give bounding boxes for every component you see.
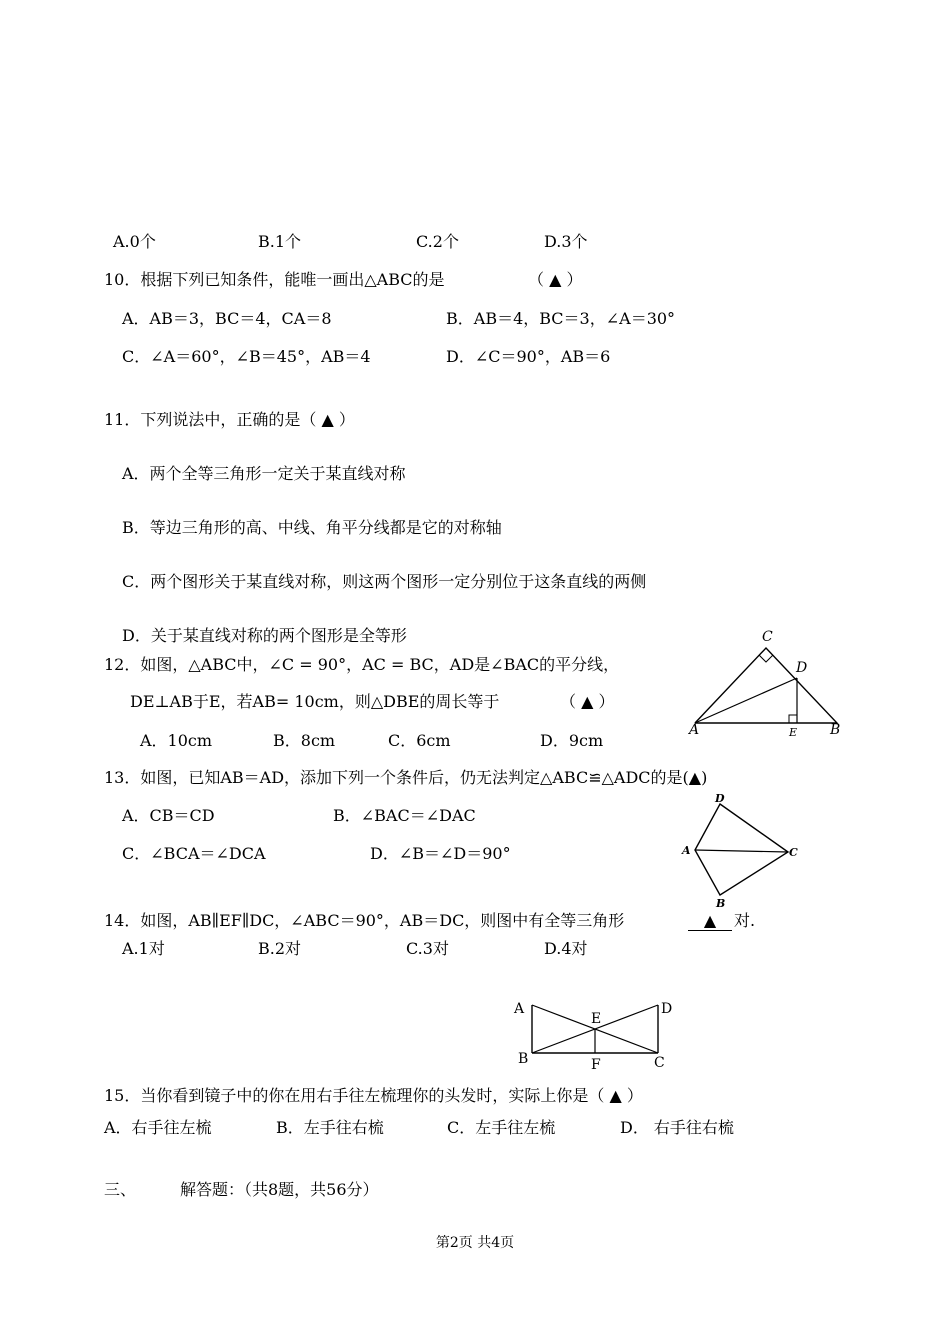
- q15-option-a: A．右手往左梳: [104, 1118, 212, 1137]
- q11-option-a: A．两个全等三角形一定关于某直线对称: [122, 464, 406, 483]
- q13-label-b: B: [716, 897, 726, 910]
- q15-stem: 15．当你看到镜子中的你在用右手往左梳理你的头发时，实际上你是（ ▲ ）: [104, 1086, 643, 1105]
- q14-label-d: D: [661, 1001, 673, 1017]
- q12-label-a: A: [689, 722, 700, 738]
- q12-blank: （ ▲ ）: [560, 692, 615, 711]
- q13-option-b: B．∠BAC＝∠DAC: [333, 806, 476, 825]
- q13-option-c: C．∠BCA＝∠DCA: [122, 844, 266, 863]
- q13-option-a: A．CB＝CD: [122, 806, 215, 825]
- q10-stem: 10．根据下列已知条件，能唯一画出△ABC的是: [104, 270, 445, 289]
- q14-stem-before: 14．如图，AB∥EF∥DC，∠ABC＝90°，AB＝DC，则图中有全等三角形: [104, 911, 625, 930]
- q13-label-a: A: [682, 844, 691, 857]
- q14-label-a: A: [514, 1001, 525, 1017]
- q12-option-c: C．6cm: [388, 731, 451, 750]
- q15-option-c: C．左手往左梳: [447, 1118, 556, 1137]
- q14-option-c: C.3对: [406, 939, 449, 958]
- q14-label-e: E: [591, 1011, 602, 1027]
- section-3-title: 解答题：（共8题，共56分）: [180, 1180, 379, 1199]
- q11-option-b: B．等边三角形的高、中线、角平分线都是它的对称轴: [122, 518, 502, 537]
- q12-label-e: E: [789, 726, 798, 739]
- q13-quadrilateral-figure: [678, 790, 808, 910]
- q11-option-c: C．两个图形关于某直线对称，则这两个图形一定分别位于这条直线的两侧: [122, 572, 647, 591]
- q14-label-f: F: [591, 1057, 601, 1073]
- q14-label-c: C: [654, 1055, 665, 1071]
- q13-option-d: D．∠B＝∠D＝90°: [370, 844, 511, 863]
- q10-blank: （ ▲ ）: [528, 270, 583, 289]
- q14-stem-after: 对.: [734, 911, 756, 930]
- q12-label-d: D: [796, 660, 808, 676]
- q12-label-c: C: [762, 629, 773, 645]
- q9-option-a: A.0个: [113, 232, 156, 251]
- section-3-number: 三、: [104, 1180, 137, 1199]
- q12-label-b: B: [830, 722, 841, 738]
- q10-option-d: D．∠C＝90°，AB＝6: [446, 347, 611, 366]
- q9-option-c: C.2个: [416, 232, 459, 251]
- q14-blank: ▲: [688, 911, 732, 931]
- q14-label-b: B: [518, 1051, 529, 1067]
- q14-option-b: B.2对: [258, 939, 302, 958]
- q13-label-d: D: [715, 792, 725, 805]
- page-footer: 第2页 共4页: [435, 1235, 515, 1251]
- q12-stem: 12．如图，△ABC中，∠C = 90°，AC = BC，AD是∠BAC的平分线，: [104, 655, 620, 674]
- q15-option-b: B．左手往右梳: [276, 1118, 384, 1137]
- q14-bowtie-figure: [505, 995, 685, 1075]
- q12-triangle-figure: [680, 626, 850, 741]
- q11-stem: 11．下列说法中，正确的是（ ▲ ）: [104, 410, 355, 429]
- q15-option-d: D． 右手往右梳: [620, 1118, 734, 1137]
- q12-option-a: A．10cm: [140, 731, 213, 750]
- q14-option-d: D.4对: [544, 939, 588, 958]
- q14-option-a: A.1对: [122, 939, 165, 958]
- q10-option-a: A．AB＝3，BC＝4，CA＝8: [122, 309, 332, 328]
- q9-option-d: D.3个: [544, 232, 588, 251]
- q12-option-d: D．9cm: [540, 731, 604, 750]
- q13-stem: 13．如图，已知AB＝AD，添加下列一个条件后，仍无法判定△ABC≌△ADC的是(▲): [104, 768, 708, 787]
- q9-option-b: B.1个: [258, 232, 302, 251]
- q10-option-c: C．∠A＝60°，∠B＝45°，AB＝4: [122, 347, 371, 366]
- q12-stem-line2: DE⊥AB于E，若AB= 10cm，则△DBE的周长等于: [130, 692, 500, 711]
- q12-option-b: B．8cm: [273, 731, 336, 750]
- q13-label-c: C: [789, 846, 798, 859]
- q10-option-b: B．AB＝4，BC＝3，∠A＝30°: [446, 309, 676, 328]
- q11-option-d: D．关于某直线对称的两个图形是全等形: [122, 626, 407, 645]
